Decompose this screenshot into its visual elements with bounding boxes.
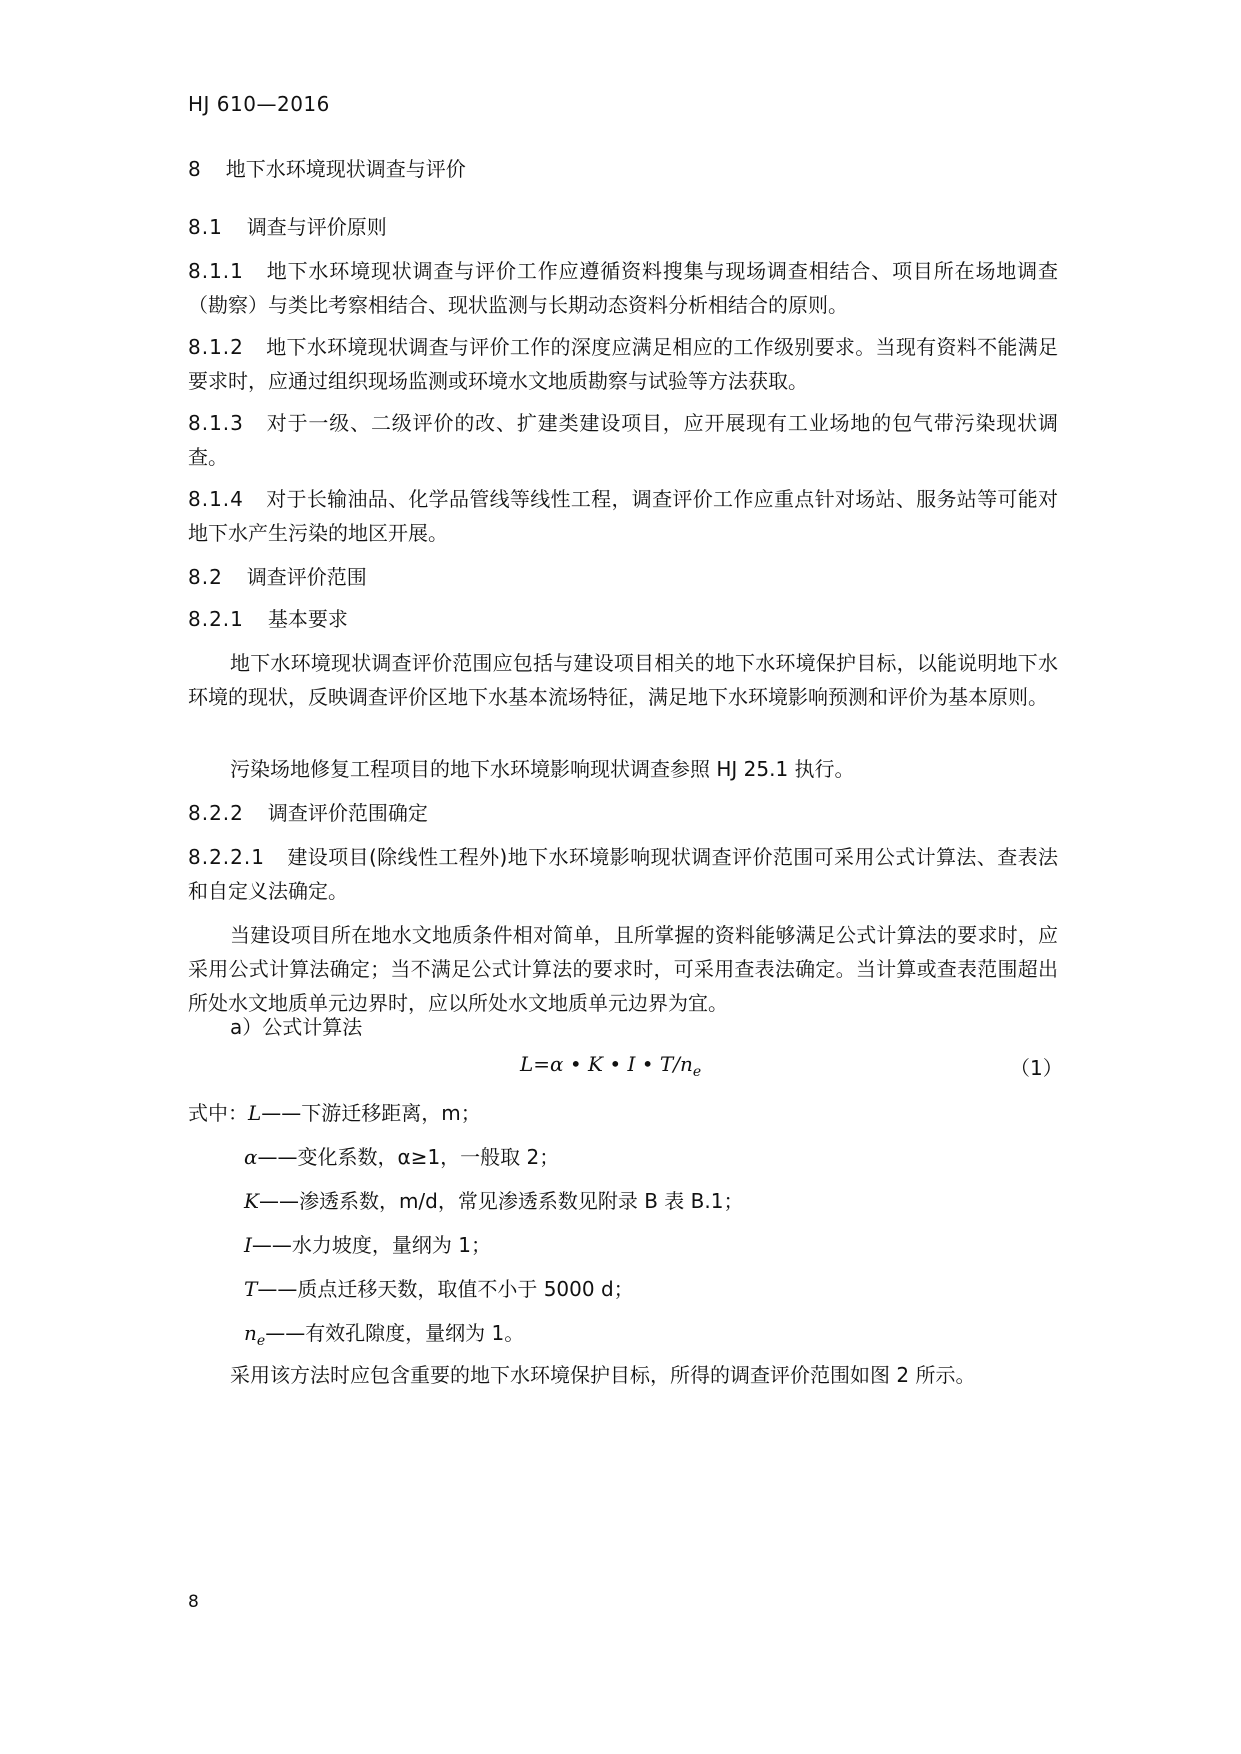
clause-text: 地下水环境现状调查与评价工作的深度应满足相应的工作级别要求。当现有资料不能满足要求时，应通过组织现场监测或环境水文地质勘察与试验等方法获取。 xyxy=(188,335,1058,393)
clause-number: 8.2.2.1 xyxy=(188,845,265,869)
paragraph-basic-requirements: 地下水环境现状调查评价范围应包括与建设项目相关的地下水环境保护目标，以能说明地下水环境的现状，反映调查评价区地下水基本流场特征，满足地下水环境影响预测和评价为基本原则。 xyxy=(188,651,1058,709)
definition-symbol: I xyxy=(244,1233,252,1257)
chapter-heading xyxy=(188,152,466,186)
definition-row xyxy=(244,1228,491,1262)
definition-text: ——有效孔隙度，量纲为 1。 xyxy=(265,1321,525,1345)
where-label: 式中： xyxy=(188,1101,248,1125)
formula-subscript: e xyxy=(692,1064,702,1080)
clause-8-2-2-1 xyxy=(188,840,1058,908)
definition-symbol: α xyxy=(244,1145,258,1169)
section-8-2-2-heading xyxy=(188,796,428,830)
document-header: HJ 610—2016 xyxy=(188,92,330,116)
section-8-2-1-heading xyxy=(188,602,348,636)
section-number: 8.2.2 xyxy=(188,801,244,825)
definition-text: ——渗透系数，m/d，常见渗透系数见附录 B 表 B.1； xyxy=(258,1189,744,1213)
section-title: 调查与评价原则 xyxy=(246,215,387,239)
section-number: 8.2 xyxy=(188,565,223,589)
definition-row xyxy=(244,1272,634,1306)
definition-row xyxy=(244,1316,524,1358)
definition-row xyxy=(244,1184,743,1218)
clause-number: 8.1.4 xyxy=(188,487,244,511)
section-title: 调查评价范围 xyxy=(246,565,367,589)
formula-expression: L=α • K • I • T/n xyxy=(520,1052,693,1076)
section-number: 8.2.1 xyxy=(188,607,244,631)
clause-text: 对于一级、二级评价的改、扩建类建设项目，应开展现有工业场地的包气带污染现状调查。 xyxy=(188,411,1058,469)
definition-text: ——质点迁移天数，取值不小于 5000 d； xyxy=(257,1277,634,1301)
section-title: 基本要求 xyxy=(267,607,348,631)
clause-8-1-2 xyxy=(188,330,1058,398)
page-number: 8 xyxy=(188,1592,199,1612)
definition-row xyxy=(188,1096,481,1130)
clause-number: 8.1.2 xyxy=(188,335,244,359)
formula xyxy=(520,1052,701,1080)
section-8-2-heading xyxy=(188,560,367,594)
definition-text: ——下游迁移距离，m； xyxy=(261,1101,481,1125)
chapter-number: 8 xyxy=(188,157,202,181)
section-8-1-heading xyxy=(188,210,387,244)
equation-number: （1） xyxy=(1010,1056,1063,1080)
clause-text: 地下水环境现状调查与评价工作应遵循资料搜集与现场调查相结合、项目所在场地调查（勘察）与类比考察相结合、现状监测与长期动态资料分析相结合的原则。 xyxy=(188,259,1058,317)
definition-symbol: T xyxy=(244,1277,258,1301)
paragraph-remediation-reference: 污染场地修复工程项目的地下水环境影响现状调查参照 HJ 25.1 执行。 xyxy=(230,757,855,781)
clause-text: 对于长输油品、化学品管线等线性工程，调查评价工作应重点针对场站、服务站等可能对地下水产生污染的地区开展。 xyxy=(188,487,1058,545)
section-number: 8.1 xyxy=(188,215,223,239)
clause-text: 建设项目(除线性工程外)地下水环境影响现状调查评价范围可采用公式计算法、查表法和自定义法确定。 xyxy=(188,845,1058,903)
clause-number: 8.1.3 xyxy=(188,411,244,435)
definition-text: ——水力坡度，量纲为 1； xyxy=(251,1233,491,1257)
clause-8-1-4 xyxy=(188,482,1058,550)
clause-8-1-1 xyxy=(188,254,1058,322)
clause-number: 8.1.1 xyxy=(188,259,244,283)
definition-row xyxy=(244,1140,559,1174)
clause-8-1-3 xyxy=(188,406,1058,474)
paragraph-method-selection: 当建设项目所在地水文地质条件相对简单，且所掌握的资料能够满足公式计算法的要求时，应采用公式计算法确定；当不满足公式计算法的要求时，可采用查表法确定。当计算或查表范围超出所处水文地质单元边界时，应以所处水文地质单元边界为宜。 xyxy=(188,923,1058,1015)
definition-symbol-base: n xyxy=(244,1321,257,1345)
definition-symbol: L xyxy=(248,1101,262,1125)
closing-paragraph: 采用该方法时应包含重要的地下水环境保护目标，所得的调查评价范围如图 2 所示。 xyxy=(230,1363,976,1387)
section-title: 调查评价范围确定 xyxy=(267,801,428,825)
definition-symbol xyxy=(244,1321,266,1349)
definition-text: ——变化系数，α≥1，一般取 2； xyxy=(257,1145,560,1169)
definition-symbol-subscript: e xyxy=(256,1333,266,1349)
definition-symbol: K xyxy=(244,1189,259,1213)
chapter-title: 地下水环境现状调查与评价 xyxy=(225,157,466,181)
list-item-a: a）公式计算法 xyxy=(230,1015,363,1039)
